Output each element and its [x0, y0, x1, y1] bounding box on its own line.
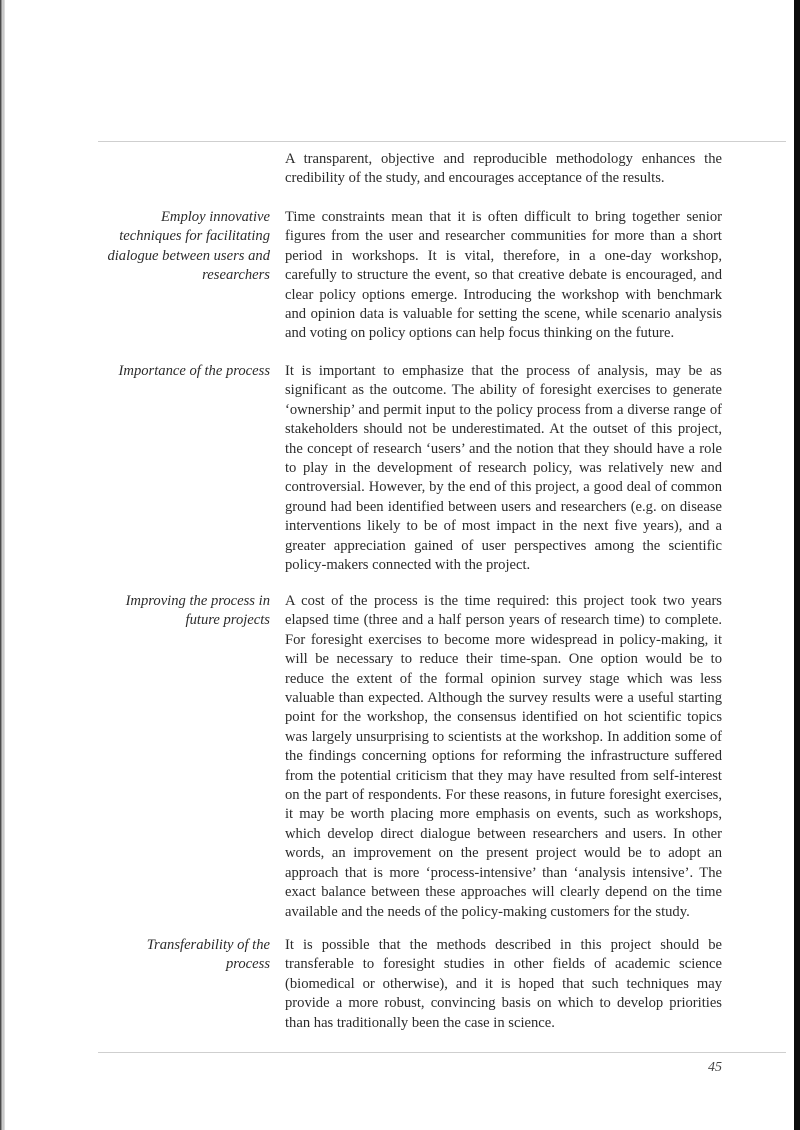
page-number: 45 — [708, 1060, 722, 1075]
bottom-rule — [98, 1052, 786, 1053]
paragraph-transferability: It is possible that the methods described in this project should be transferable to foresight studies in other fields of academic science (biomedical or otherwise), and it is hoped that such techniques may provide a more robust, convincing basis on which to develop priorities than has traditionally been the case in science. — [285, 937, 722, 1031]
side-heading-importance: Importance of the process — [118, 363, 270, 379]
paragraph-importance: It is important to emphasize that the process of analysis, may be as significant as the outcome. The ability of foresight exercises to generate ‘ownership’ and permit input to the policy process from a diverse range of stakeholders should not be underestimated. At the outset of this project, the concept of research ‘users’ and the notion that they should have a role to play in the development of research policy, was relatively new and controversial. However, by the end of this project, a good deal of common ground had been identified between users and researchers (e.g. on disease interventions likely to be of most impact in the next five years), and a greater appreciation gained of user perspectives among the scientific policy-makers connected with the project. — [285, 363, 722, 574]
paragraph-dialogue: Time constraints mean that it is often difficult to bring together senior figures from the user and researcher communities for more than a short period in workshops. It is vital, therefore, in a one-day workshop, carefully to structure the event, so that creative debate is encouraged, and clear policy options emerge. Introducing the workshop with benchmark and opinion data is valuable for setting the scene, while scenario analysis and voting on policy options can help focus thinking on the future. — [285, 209, 722, 342]
page-right-edge — [794, 0, 800, 1130]
side-heading-transferability: Transferability of the process — [146, 937, 270, 973]
page-binding-edge — [0, 0, 5, 1130]
paragraph-improving: A cost of the process is the time required: this project took two years elapsed time (three and a half person years of research time) to complete. For foresight exercises to become more widespread in policy-making, it will be necessary to reduce their time-span. One option would be to reduce the extent of the formal opinion survey stage which was less valuable than expected. Although the survey results were a useful starting point for the workshop, the consensus identified on hot scientific topics was largely unsurprising to scientists at the workshop. In addition some of the findings concerning options for reforming the infrastructure suffered from the potential criticism that they may have resulted from self-interest on the part of respondents. For these reasons, in future foresight exercises, it may be worth placing more emphasis on events, such as workshops, which develop direct dialogue between researchers and users. In other words, an improvement on the present project would be to adopt an approach that is more ‘process-intensive’ than ‘analysis intensive’. The exact balance between these approaches will clearly depend on the time available and the needs of the policy-making customers for the study. — [285, 593, 722, 920]
side-heading-dialogue: Employ innovative techniques for facilitating dialogue between users and researchers — [107, 209, 270, 283]
paragraph-intro: A transparent, objective and reproducible methodology enhances the credibility of the study, and encourages acceptance of the results. — [285, 151, 722, 187]
top-rule — [98, 141, 786, 142]
side-heading-improving: Improving the process in future projects — [125, 593, 270, 629]
